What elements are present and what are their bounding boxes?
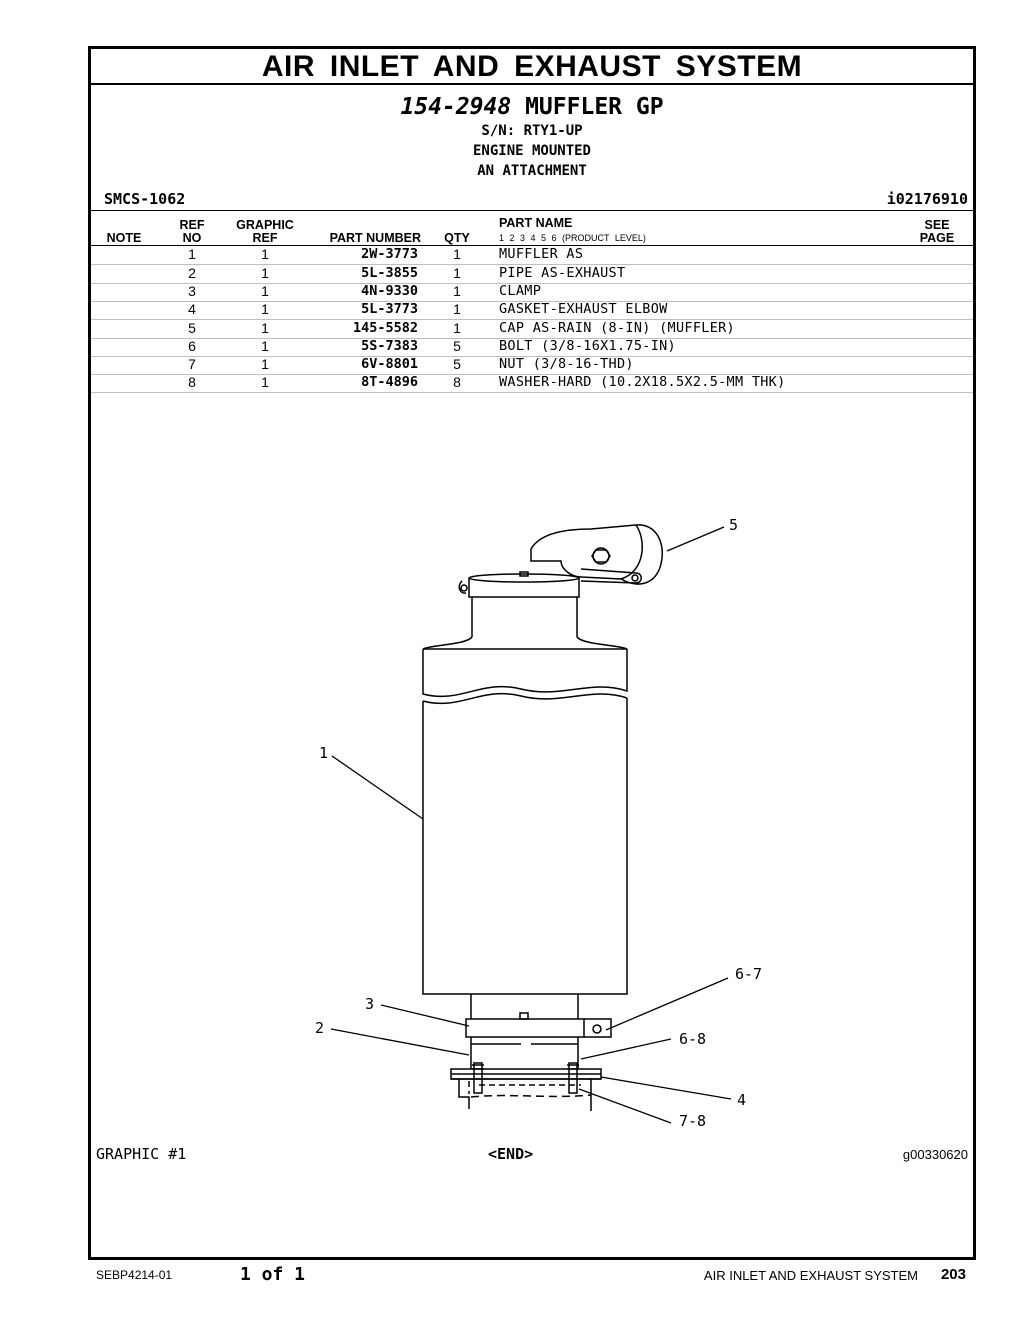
table-row[interactable]: 1 1 2W-3773 1 MUFFLER AS: [91, 246, 973, 265]
muffler-exploded-drawing: [91, 49, 973, 1257]
smcs-code: SMCS-1062: [104, 190, 186, 208]
exhaust-flange: [451, 1063, 601, 1111]
col-qty: QTY: [444, 231, 470, 245]
callout-labels: [315, 516, 762, 1130]
illustration-id: i02176910: [886, 190, 968, 208]
callout-6-7: 6-7: [735, 965, 763, 983]
table-row[interactable]: 5 1 145-5582 1 CAP AS-RAIN (8-IN) (MUFFLER): [91, 320, 973, 339]
col-note: NOTE: [106, 231, 142, 245]
callout-3: 3: [365, 995, 375, 1013]
muffler-inlet-pipe: [423, 572, 627, 649]
footer-page-of: 1 of 1: [240, 1264, 306, 1285]
heading-line-3: AN ATTACHMENT: [477, 163, 587, 179]
footer-doc-number: SEBP4214-01: [96, 1268, 173, 1282]
table-row[interactable]: 8 1 8T-4896 8 WASHER-HARD (10.2X18.5X2.5-MM THK): [91, 374, 973, 393]
col-part-name: PART NAME: [499, 216, 573, 230]
callout-1: 1: [319, 744, 329, 762]
leader-lines: [331, 527, 731, 1123]
table-row[interactable]: 7 1 6V-8801 5 NUT (3/8-16-THD): [91, 356, 973, 375]
section-title: AIR INLET AND EXHAUST SYSTEM: [91, 49, 973, 85]
col-see-page: SEE PAGE: [919, 218, 955, 245]
callout-5: 5: [729, 516, 739, 534]
group-part-name: MUFFLER GP: [525, 94, 664, 120]
callout-4: 4: [737, 1091, 747, 1109]
footer-page-number: 203: [940, 1266, 966, 1283]
table-row[interactable]: 2 1 5L-3855 1 PIPE AS-EXHAUST: [91, 265, 973, 284]
graphic-id: g00330620: [902, 1147, 968, 1162]
table-row[interactable]: 6 1 5S-7383 5 BOLT (3/8-16X1.75-IN): [91, 338, 973, 357]
serial-range: S/N: RTY1-UP: [481, 123, 583, 139]
col-ref: REF NO: [179, 218, 205, 245]
col-part-number: PART NUMBER: [329, 231, 421, 245]
table-row[interactable]: 4 1 5L-3773 1 GASKET-EXHAUST ELBOW: [91, 301, 973, 320]
heading-line-2: ENGINE MOUNTED: [472, 143, 591, 159]
product-levels: 1 2 3 4 5 6 (PRODUCT LEVEL): [499, 233, 646, 243]
group-part-number[interactable]: 154-2948: [400, 94, 512, 120]
page-frame: [88, 46, 976, 1260]
callout-2: 2: [315, 1019, 325, 1037]
muffler-body: [423, 649, 627, 994]
footer-section: AIR INLET AND EXHAUST SYSTEM: [703, 1268, 918, 1283]
callout-6-8: 6-8: [679, 1030, 707, 1048]
end-marker: <END>: [488, 1145, 534, 1163]
callout-7-8: 7-8: [679, 1112, 707, 1130]
table-row[interactable]: 3 1 4N-9330 1 CLAMP: [91, 283, 973, 302]
graphic-label: GRAPHIC #1: [96, 1145, 187, 1163]
col-graphic-ref: GRAPHIC REF: [236, 218, 294, 245]
